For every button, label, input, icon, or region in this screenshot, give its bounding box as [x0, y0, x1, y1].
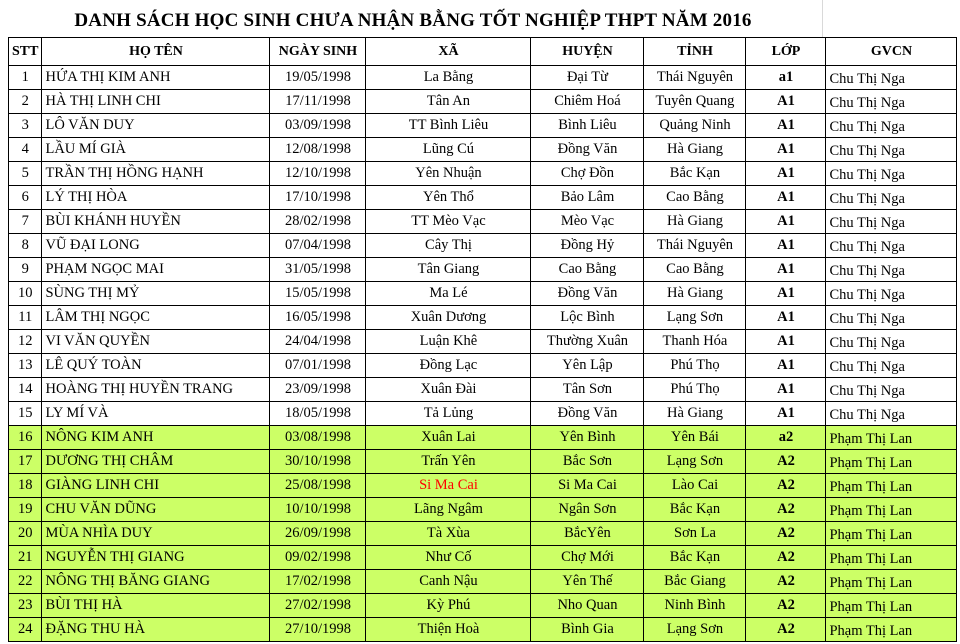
cell-province[interactable]: Yên Bái [644, 426, 746, 450]
table-row [9, 282, 957, 306]
cell-commune[interactable]: Tả Lủng [366, 402, 531, 426]
cell-commune[interactable]: TT Bình Liêu [366, 114, 531, 138]
cell-province[interactable]: Phú Thọ [644, 378, 746, 402]
cell-class[interactable]: A1 [746, 90, 826, 114]
cell-commune[interactable]: Xuân Đài [366, 378, 531, 402]
cell-class[interactable]: a2 [746, 426, 826, 450]
cell-teacher[interactable]: Chu Thị Nga [826, 378, 957, 402]
cell-district[interactable]: Ngân Sơn [531, 498, 644, 522]
cell-class[interactable]: A1 [746, 354, 826, 378]
cell-dob[interactable]: 17/11/1998 [270, 90, 366, 114]
header-name[interactable]: HỌ TÊN [42, 38, 270, 66]
cell-province[interactable]: Lào Cai [644, 474, 746, 498]
cell-commune[interactable]: La Bằng [366, 66, 531, 90]
cell-district[interactable]: Bình Gia [531, 618, 644, 642]
cell-province[interactable]: Lạng Sơn [644, 450, 746, 474]
cell-teacher[interactable]: Chu Thị Nga [826, 234, 957, 258]
cell-province[interactable]: Ninh Bình [644, 594, 746, 618]
cell-dob[interactable]: 10/10/1998 [270, 498, 366, 522]
cell-name[interactable]: VI VĂN QUYỀN [42, 330, 270, 354]
cell-commune[interactable]: Xuân Dương [366, 306, 531, 330]
cell-district[interactable]: Tân Sơn [531, 378, 644, 402]
cell-stt[interactable]: 12 [9, 330, 42, 354]
cell-teacher[interactable]: Phạm Thị Lan [826, 450, 957, 474]
cell-province[interactable]: Thái Nguyên [644, 234, 746, 258]
table-row [9, 186, 957, 210]
cell-province[interactable]: Phú Thọ [644, 354, 746, 378]
cell-district[interactable]: Chợ Đồn [531, 162, 644, 186]
cell-class[interactable]: A2 [746, 618, 826, 642]
cell-commune[interactable]: Lãng Ngâm [366, 498, 531, 522]
cell-commune[interactable]: Ma Lé [366, 282, 531, 306]
cell-name[interactable]: TRẦN THỊ HỒNG HẠNH [42, 162, 270, 186]
table-row [9, 426, 957, 450]
cell-district[interactable]: Bảo Lâm [531, 186, 644, 210]
header-district[interactable]: HUYỆN [531, 38, 644, 66]
cell-dob[interactable]: 18/05/1998 [270, 402, 366, 426]
cell-name[interactable]: NÔNG THỊ BĂNG GIANG [42, 570, 270, 594]
cell-name[interactable]: SÙNG THỊ MỶ [42, 282, 270, 306]
cell-dob[interactable]: 03/08/1998 [270, 426, 366, 450]
cell-commune[interactable]: Tân An [366, 90, 531, 114]
table-row [9, 354, 957, 378]
cell-name[interactable]: HOÀNG THỊ HUYỀN TRANG [42, 378, 270, 402]
cell-stt[interactable]: 20 [9, 522, 42, 546]
header-class[interactable]: LỚP [746, 38, 826, 66]
cell-teacher[interactable]: Chu Thị Nga [826, 330, 957, 354]
header-teacher[interactable]: GVCN [826, 38, 957, 66]
cell-dob[interactable]: 17/10/1998 [270, 186, 366, 210]
cell-class[interactable]: A1 [746, 282, 826, 306]
cell-dob[interactable]: 23/09/1998 [270, 378, 366, 402]
cell-stt[interactable]: 10 [9, 282, 42, 306]
cell-teacher[interactable]: Phạm Thị Lan [826, 570, 957, 594]
cell-class[interactable]: A1 [746, 114, 826, 138]
cell-class[interactable]: A2 [746, 450, 826, 474]
cell-province[interactable]: Bắc Kạn [644, 498, 746, 522]
cell-dob[interactable]: 24/04/1998 [270, 330, 366, 354]
cell-class[interactable]: A1 [746, 138, 826, 162]
cell-stt[interactable]: 13 [9, 354, 42, 378]
cell-teacher[interactable]: Chu Thị Nga [826, 258, 957, 282]
cell-class[interactable]: A2 [746, 546, 826, 570]
header-row [9, 38, 957, 66]
cell-province[interactable]: Bắc Giang [644, 570, 746, 594]
cell-district[interactable]: Yên Bình [531, 426, 644, 450]
cell-class[interactable]: A1 [746, 186, 826, 210]
cell-commune[interactable]: Si Ma Cai [366, 474, 531, 498]
table-row [9, 114, 957, 138]
cell-commune[interactable]: Tà Xùa [366, 522, 531, 546]
cell-district[interactable]: Yên Thế [531, 570, 644, 594]
cell-dob[interactable]: 27/02/1998 [270, 594, 366, 618]
cell-name[interactable]: LÝ THỊ HÒA [42, 186, 270, 210]
cell-province[interactable]: Hà Giang [644, 282, 746, 306]
cell-district[interactable]: Thường Xuân [531, 330, 644, 354]
gridline [822, 0, 823, 37]
cell-name[interactable]: HÀ THỊ LINH CHI [42, 90, 270, 114]
header-stt[interactable]: STT [9, 38, 42, 66]
cell-dob[interactable]: 25/08/1998 [270, 474, 366, 498]
cell-stt[interactable]: 8 [9, 234, 42, 258]
cell-name[interactable]: BÙI KHÁNH HUYỀN [42, 210, 270, 234]
cell-district[interactable]: Đồng Văn [531, 282, 644, 306]
cell-name[interactable]: LẦU MÍ GIÀ [42, 138, 270, 162]
cell-dob[interactable]: 09/02/1998 [270, 546, 366, 570]
table-row [9, 138, 957, 162]
cell-teacher[interactable]: Chu Thị Nga [826, 90, 957, 114]
cell-commune[interactable]: Canh Nậu [366, 570, 531, 594]
cell-stt[interactable]: 23 [9, 594, 42, 618]
cell-stt[interactable]: 6 [9, 186, 42, 210]
cell-district[interactable]: Chợ Mới [531, 546, 644, 570]
cell-province[interactable]: Thái Nguyên [644, 66, 746, 90]
cell-stt[interactable]: 18 [9, 474, 42, 498]
cell-name[interactable]: ĐẶNG THU HÀ [42, 618, 270, 642]
cell-stt[interactable]: 4 [9, 138, 42, 162]
cell-province[interactable]: Bắc Kạn [644, 546, 746, 570]
cell-class[interactable]: A1 [746, 306, 826, 330]
cell-dob[interactable]: 30/10/1998 [270, 450, 366, 474]
cell-class[interactable]: A2 [746, 474, 826, 498]
cell-name[interactable]: DƯƠNG THỊ CHÂM [42, 450, 270, 474]
cell-stt[interactable]: 7 [9, 210, 42, 234]
cell-district[interactable]: Chiêm Hoá [531, 90, 644, 114]
cell-district[interactable]: Yên Lập [531, 354, 644, 378]
cell-stt[interactable]: 22 [9, 570, 42, 594]
table-row [9, 378, 957, 402]
cell-commune[interactable]: Xuân Lai [366, 426, 531, 450]
cell-province[interactable]: Hà Giang [644, 210, 746, 234]
header-dob[interactable]: NGÀY SINH [270, 38, 366, 66]
cell-commune[interactable]: Trấn Yên [366, 450, 531, 474]
cell-district[interactable]: Đồng Hỷ [531, 234, 644, 258]
cell-teacher[interactable]: Phạm Thị Lan [826, 618, 957, 642]
cell-district[interactable]: Lộc Bình [531, 306, 644, 330]
cell-class[interactable]: A2 [746, 498, 826, 522]
cell-dob[interactable]: 12/08/1998 [270, 138, 366, 162]
cell-commune[interactable]: Cây Thị [366, 234, 531, 258]
table-row [9, 210, 957, 234]
cell-class[interactable]: A2 [746, 594, 826, 618]
cell-teacher[interactable]: Chu Thị Nga [826, 282, 957, 306]
table-row [9, 618, 957, 642]
table-row [9, 546, 957, 570]
cell-stt[interactable]: 3 [9, 114, 42, 138]
table-row [9, 402, 957, 426]
cell-class[interactable]: A1 [746, 402, 826, 426]
cell-teacher[interactable]: Phạm Thị Lan [826, 474, 957, 498]
cell-stt[interactable]: 1 [9, 66, 42, 90]
cell-name[interactable]: CHU VĂN DŨNG [42, 498, 270, 522]
cell-province[interactable]: Lạng Sơn [644, 306, 746, 330]
cell-name[interactable]: PHẠM NGỌC MAI [42, 258, 270, 282]
cell-class[interactable]: A1 [746, 162, 826, 186]
cell-stt[interactable]: 2 [9, 90, 42, 114]
cell-stt[interactable]: 17 [9, 450, 42, 474]
cell-teacher[interactable]: Chu Thị Nga [826, 162, 957, 186]
table-row [9, 258, 957, 282]
cell-name[interactable]: NGUYỄN THỊ GIANG [42, 546, 270, 570]
cell-commune[interactable]: Thiện Hoà [366, 618, 531, 642]
cell-stt[interactable]: 5 [9, 162, 42, 186]
table-row [9, 474, 957, 498]
cell-class[interactable]: A1 [746, 258, 826, 282]
cell-commune[interactable]: Như Cố [366, 546, 531, 570]
cell-class[interactable]: A2 [746, 522, 826, 546]
cell-dob[interactable]: 26/09/1998 [270, 522, 366, 546]
cell-district[interactable]: Bình Liêu [531, 114, 644, 138]
cell-commune[interactable]: Tân Giang [366, 258, 531, 282]
cell-teacher[interactable]: Phạm Thị Lan [826, 522, 957, 546]
cell-teacher[interactable]: Chu Thị Nga [826, 186, 957, 210]
cell-dob[interactable]: 03/09/1998 [270, 114, 366, 138]
cell-commune[interactable]: Lũng Cú [366, 138, 531, 162]
cell-stt[interactable]: 21 [9, 546, 42, 570]
cell-teacher[interactable]: Phạm Thị Lan [826, 594, 957, 618]
cell-teacher[interactable]: Chu Thị Nga [826, 306, 957, 330]
cell-commune[interactable]: Yên Thổ [366, 186, 531, 210]
cell-name[interactable]: NÔNG KIM ANH [42, 426, 270, 450]
table-row [9, 90, 957, 114]
cell-dob[interactable]: 07/04/1998 [270, 234, 366, 258]
table-row [9, 162, 957, 186]
cell-dob[interactable]: 28/02/1998 [270, 210, 366, 234]
cell-class[interactable]: A1 [746, 378, 826, 402]
cell-stt[interactable]: 24 [9, 618, 42, 642]
table-row [9, 522, 957, 546]
cell-commune[interactable]: TT Mèo Vạc [366, 210, 531, 234]
cell-province[interactable]: Hà Giang [644, 402, 746, 426]
cell-dob[interactable]: 12/10/1998 [270, 162, 366, 186]
cell-province[interactable]: Sơn La [644, 522, 746, 546]
cell-stt[interactable]: 11 [9, 306, 42, 330]
cell-dob[interactable]: 19/05/1998 [270, 66, 366, 90]
cell-teacher[interactable]: Chu Thị Nga [826, 402, 957, 426]
cell-province[interactable]: Tuyên Quang [644, 90, 746, 114]
cell-name[interactable]: LÂM THỊ NGỌC [42, 306, 270, 330]
table-row [9, 450, 957, 474]
cell-dob[interactable]: 07/01/1998 [270, 354, 366, 378]
cell-commune[interactable]: Yên Nhuận [366, 162, 531, 186]
cell-district[interactable]: Si Ma Cai [531, 474, 644, 498]
cell-name[interactable]: BÙI THỊ HÀ [42, 594, 270, 618]
cell-stt[interactable]: 16 [9, 426, 42, 450]
cell-name[interactable]: HỨA THỊ KIM ANH [42, 66, 270, 90]
cell-dob[interactable]: 27/10/1998 [270, 618, 366, 642]
cell-stt[interactable]: 19 [9, 498, 42, 522]
cell-class[interactable]: A2 [746, 570, 826, 594]
cell-province[interactable]: Cao Bằng [644, 186, 746, 210]
cell-teacher[interactable]: Chu Thị Nga [826, 66, 957, 90]
cell-class[interactable]: A1 [746, 330, 826, 354]
cell-teacher[interactable]: Chu Thị Nga [826, 114, 957, 138]
cell-teacher[interactable]: Phạm Thị Lan [826, 498, 957, 522]
header-commune[interactable]: XÃ [366, 38, 531, 66]
cell-stt[interactable]: 9 [9, 258, 42, 282]
cell-district[interactable]: Đồng Văn [531, 138, 644, 162]
cell-name[interactable]: VŨ ĐẠI LONG [42, 234, 270, 258]
cell-teacher[interactable]: Phạm Thị Lan [826, 426, 957, 450]
cell-name[interactable]: MÙA NHÌA DUY [42, 522, 270, 546]
cell-district[interactable]: Mèo Vạc [531, 210, 644, 234]
table-row [9, 330, 957, 354]
cell-province[interactable]: Bắc Kạn [644, 162, 746, 186]
cell-district[interactable]: Bắc Sơn [531, 450, 644, 474]
cell-name[interactable]: LY MÍ VÀ [42, 402, 270, 426]
cell-district[interactable]: Đại Từ [531, 66, 644, 90]
cell-stt[interactable]: 15 [9, 402, 42, 426]
cell-commune[interactable]: Kỳ Phú [366, 594, 531, 618]
cell-province[interactable]: Thanh Hóa [644, 330, 746, 354]
cell-province[interactable]: Hà Giang [644, 138, 746, 162]
cell-commune[interactable]: Luận Khê [366, 330, 531, 354]
table-row [9, 498, 957, 522]
table-row [9, 306, 957, 330]
cell-province[interactable]: Quảng Ninh [644, 114, 746, 138]
cell-dob[interactable]: 15/05/1998 [270, 282, 366, 306]
cell-class[interactable]: A1 [746, 234, 826, 258]
cell-class[interactable]: A1 [746, 210, 826, 234]
table-row [9, 570, 957, 594]
cell-dob[interactable]: 16/05/1998 [270, 306, 366, 330]
cell-name[interactable]: LÊ QUÝ TOÀN [42, 354, 270, 378]
cell-district[interactable]: Nho Quan [531, 594, 644, 618]
cell-teacher[interactable]: Chu Thị Nga [826, 138, 957, 162]
cell-stt[interactable]: 14 [9, 378, 42, 402]
cell-name[interactable]: LÔ VĂN DUY [42, 114, 270, 138]
cell-teacher[interactable]: Phạm Thị Lan [826, 546, 957, 570]
cell-district[interactable]: Cao Bằng [531, 258, 644, 282]
cell-district[interactable]: BắcYên [531, 522, 644, 546]
student-table [8, 37, 957, 642]
cell-province[interactable]: Cao Bằng [644, 258, 746, 282]
cell-province[interactable]: Lạng Sơn [644, 618, 746, 642]
table-row [9, 66, 957, 90]
cell-teacher[interactable]: Chu Thị Nga [826, 210, 957, 234]
title-row [0, 0, 960, 37]
header-province[interactable]: TỈNH [644, 38, 746, 66]
cell-district[interactable]: Đồng Văn [531, 402, 644, 426]
cell-dob[interactable]: 31/05/1998 [270, 258, 366, 282]
cell-commune[interactable]: Đồng Lạc [366, 354, 531, 378]
page-title[interactable]: DANH SÁCH HỌC SINH CHƯA NHẬN BẰNG TỐT NGHIỆP THPT NĂM 2016 [74, 10, 752, 31]
cell-teacher[interactable]: Chu Thị Nga [826, 354, 957, 378]
cell-name[interactable]: GIÀNG LINH CHI [42, 474, 270, 498]
cell-dob[interactable]: 17/02/1998 [270, 570, 366, 594]
table-row [9, 234, 957, 258]
table-row [9, 594, 957, 618]
cell-class[interactable]: a1 [746, 66, 826, 90]
